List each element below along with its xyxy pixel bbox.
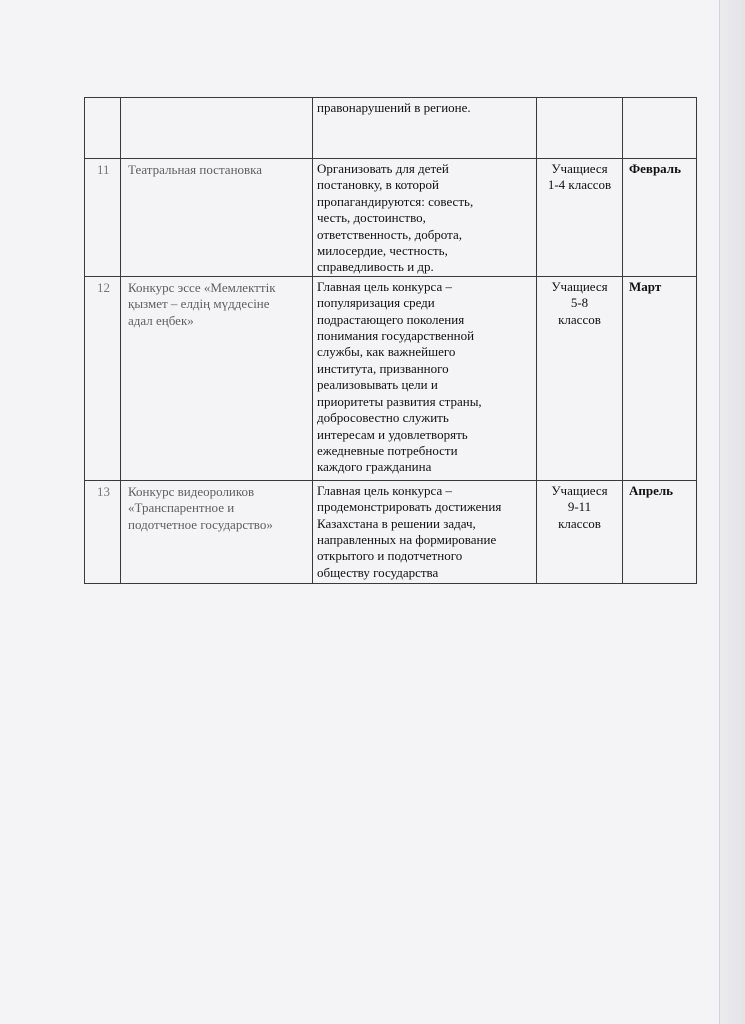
participants (537, 98, 623, 159)
event-name: Конкурс видеороликов «Транспарентное и подотчетное государство» (121, 480, 313, 583)
table-row (85, 480, 697, 583)
event-name (121, 98, 313, 159)
row-number: 11 (85, 159, 121, 277)
page-edge-line (719, 0, 720, 1024)
page-edge (719, 0, 745, 1024)
row-number: 12 (85, 276, 121, 480)
month (623, 98, 697, 159)
month: Апрель (623, 480, 697, 583)
event-name: Театральная постановка (121, 159, 313, 277)
event-goal: Главная цель конкурса – популяризация среди подрастающего поколения понимания государственной службы, как важнейшего института, призванного реализовывать цели и приоритеты развития страны, добросовестно служить интересам и удовлетворять ежедневные потребности каждого гражданина (313, 276, 537, 480)
row-number (85, 98, 121, 159)
table-row (85, 159, 697, 277)
row-number: 13 (85, 480, 121, 583)
month: Март (623, 276, 697, 480)
event-goal: Главная цель конкурса – продемонстрировать достижения Казахстана в решении задач, направленных на формирование открытого и подотчетного обществу государства (313, 480, 537, 583)
event-goal: Организовать для детей постановку, в которой пропагандируются: совесть, честь, достоинство, ответственность, доброта, милосердие, честность, справедливость и др. (313, 159, 537, 277)
events-table (84, 97, 697, 584)
participants: Учащиеся 9-11 классов (537, 480, 623, 583)
participants: Учащиеся 5-8 классов (537, 276, 623, 480)
event-name: Конкурс эссе «Мемлекттік қызмет – елдің мүддесіне адал еңбек» (121, 276, 313, 480)
month: Февраль (623, 159, 697, 277)
participants: Учащиеся 1-4 классов (537, 159, 623, 277)
event-goal: правонарушений в регионе. (313, 98, 537, 159)
table-row (85, 276, 697, 480)
table-row (85, 98, 697, 159)
